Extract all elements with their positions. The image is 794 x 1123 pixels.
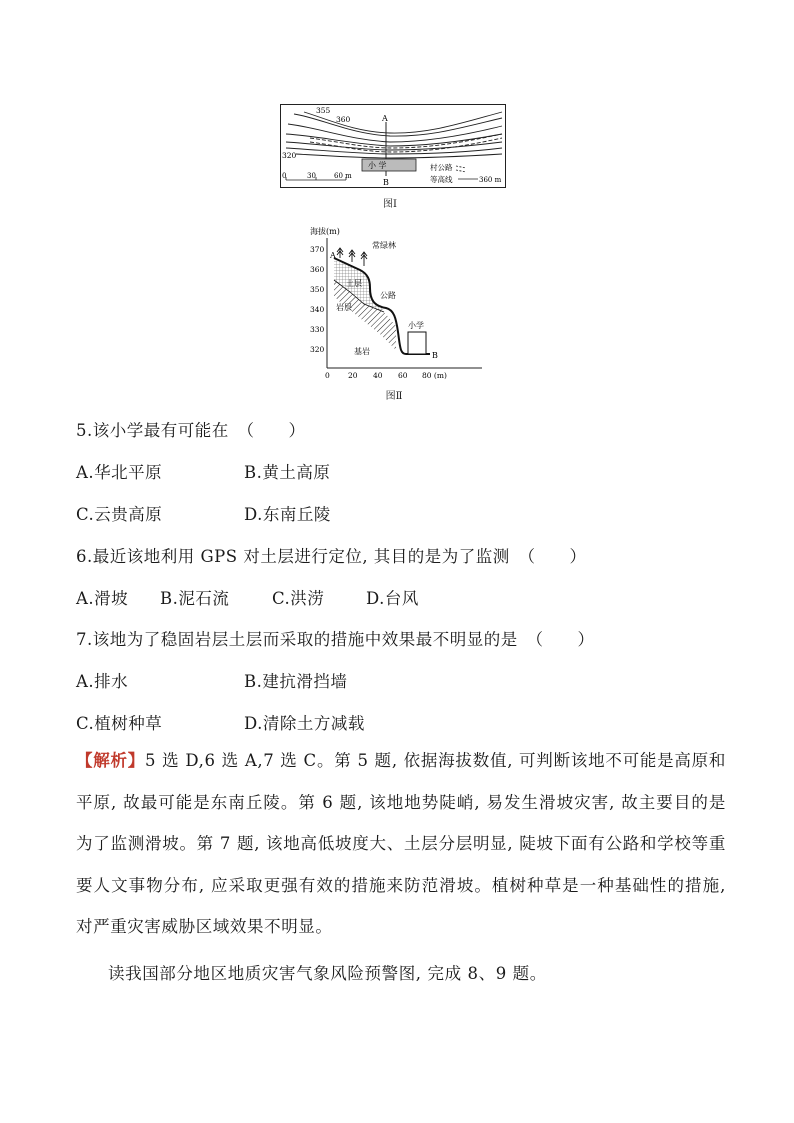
question-7-option-d: D.清除土方减载 [244,714,365,733]
point-a-label: A [382,114,388,123]
scale-0: 0 [282,172,287,180]
x-ticks [325,371,447,380]
scale-30: 30 [307,172,316,180]
contour-label-360: 360 [336,115,351,124]
analysis-tag: 【解析】 [76,751,146,770]
followup-instruction: 读我国部分地区地质灾害气象风险预警图, 完成 8、9 题。 [108,964,547,983]
contour-label-320: 320 [282,151,297,160]
y-tick-370: 370 [310,245,325,254]
x-tick-40: 40 [373,371,383,380]
question-6-option-d: D.台风 [366,589,419,608]
question-6-stem: 6.最近该地利用 GPS 对土层进行定位, 其目的是为了监测 （ ） [76,547,587,566]
y-tick-360: 360 [310,265,325,274]
x-tick-60: 60 [398,371,408,380]
school-box [408,332,426,354]
rock-label: 岩层 [336,303,352,312]
question-7-option-c: C.植树种草 [76,714,163,733]
legend-contour-value: 360 m [479,176,502,184]
question-5-stem: 5.该小学最有可能在 （ ） [76,421,306,440]
road-label: 公路 [380,291,396,300]
point-a-label: A [330,251,336,260]
figure-1-caption: 图Ⅰ [383,199,397,210]
contour-label-355: 355 [316,106,331,115]
analysis-block [76,740,726,948]
y-tick-350: 350 [310,285,325,294]
x-tick-20: 20 [348,371,358,380]
x-tick-0: 0 [325,371,330,380]
y-tick-320: 320 [310,345,325,354]
y-axis-title: 海拔(m) [310,227,340,236]
y-tick-330: 330 [310,325,325,334]
figure-2-caption: 图Ⅱ [385,391,403,402]
legend-contour-label: 等高线 [430,175,453,184]
school-label: 小 学 [368,161,387,170]
question-6-option-c: C.洪涝 [272,589,325,608]
question-7-stem: 7.该地为了稳固岩层土层而采取的措施中效果最不明显的是 （ ） [76,630,595,649]
y-tick-340: 340 [310,305,325,314]
question-5-option-b: B.黄土高原 [244,463,331,482]
question-7-option-b: B.建抗滑挡墙 [244,672,348,691]
question-5-option-a: A.华北平原 [76,463,163,482]
point-b-label: B [383,178,389,187]
question-5-option-c: C.云贵高原 [76,505,163,524]
figure-1-contour-map [280,104,506,188]
scale-60: 60 m [334,172,352,180]
analysis-text: 5 选 D,6 选 A,7 选 C。第 5 题, 依据海拔数值, 可判断该地不可能是高原和平原, 故最可能是东南丘陵。第 6 题, 该地地势陡峭, 易发生滑坡灾害, 故主要目的是为了监测滑坡。第 7 题, 该地高低坡度大、土层分层明显, 陡坡下面有公路和学校等重要人文事物分布, 应采取更强有效的措施来防范滑坡。植树种草是一种基础性的措施, 对严重灾害威胁区域效果不明显。 [76,751,726,936]
question-6-option-a: A.滑坡 [76,589,129,608]
forest-label: 常绿林 [372,241,396,250]
x-tick-80: 80 (m) [422,371,447,380]
point-b-label: B [432,351,438,360]
question-5-option-d: D.东南丘陵 [244,505,331,524]
legend-road-label: 村公路 [430,163,453,172]
question-6-option-b: B.泥石流 [160,589,230,608]
y-ticks [310,245,325,354]
bedrock-label: 基岩 [354,347,370,356]
figure-2-cross-section [300,222,490,384]
soil-label: 土层 [346,279,362,288]
school-label: 小学 [408,321,424,330]
question-7-option-a: A.排水 [76,672,129,691]
